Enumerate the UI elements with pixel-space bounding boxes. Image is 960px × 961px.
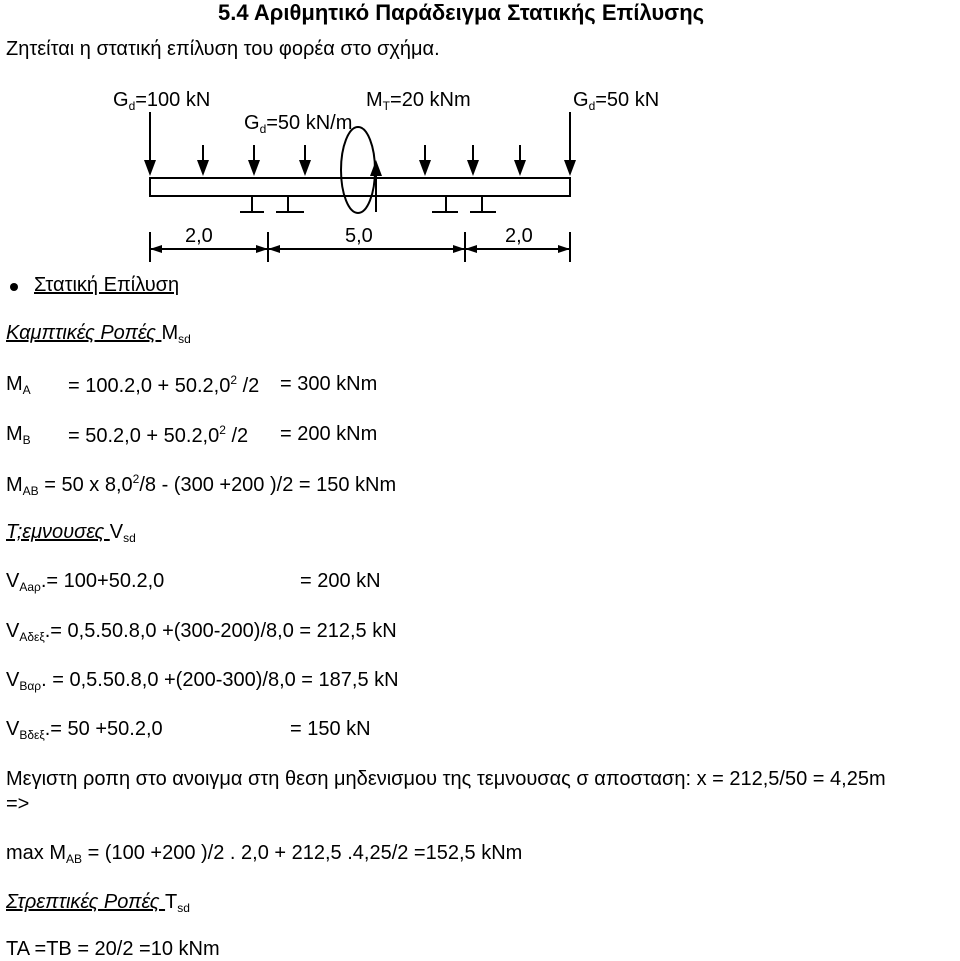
section-heading: 5.4 Αριθμητικό Παράδειγμα Στατικής Επίλυσης: [218, 0, 705, 25]
eq-mb-expr: = $50.2,0 + 50.2,0^2$ /2: [68, 423, 249, 447]
support-b: [432, 196, 496, 212]
span-label-3: 2,0: [505, 225, 533, 247]
max-moment-eq: $\max M_{AB} = (100 +200$ )/2 . 2,0 + 212,5 .4,25/2 =152,5 kNm: [6, 842, 523, 866]
bullet-dot: [10, 283, 18, 291]
eq-mab: $M_{AB} = 50$ x $8,0^2/8 - (300 +200$ )/2 = 150 kNm: [6, 472, 397, 498]
torsion-heading: Στρεπτικές Ροπές $T_{sd}$: [6, 891, 190, 915]
eq-ma-expr: = $100.2,0 + 50.2,0^2$ /2: [68, 373, 260, 397]
max-moment-arrow: =>: [6, 793, 30, 815]
max-moment-text: Μεγιστη ροπη στο ανοιγμα στη θεση μηδενισμου της τεμνουσας σ αποσταση: x = 212,5/50 = 4,25m: [6, 768, 886, 790]
load-arrows: [150, 112, 570, 168]
eq-mb-result: = 200 kNm: [280, 423, 378, 445]
eq-vb-right: $V_{B\delta\varepsilon\xi}.= 50 +50.2,0$: [6, 718, 163, 742]
eq-vb-right-result: = 150 kN: [290, 718, 371, 740]
beam: [150, 178, 570, 196]
eq-ma: $M_A$: [6, 373, 31, 397]
shear-heading: Τ;εμνουσες $V_{sd}$: [6, 521, 136, 545]
eq-va-left: $V_{Aa\rho}.= 100+50.2,0$: [6, 570, 165, 594]
eq-vb-left: $V_{B\alpha\rho}$. = 0,5.50.8,0 +(200-300)/8,0 = 187,5 kN: [6, 669, 399, 693]
intro-text: Ζητείται η στατική επίλυση του φορέα στο σχήμα.: [6, 38, 440, 60]
eq-va-right: $V_{A\delta\varepsilon\xi}.= 0,5.50.8,0 +(300-200)/8,0 = 212,5$ kN: [6, 620, 397, 644]
span-label-1: 2,0: [185, 225, 213, 247]
eq-mb: $M_B$: [6, 423, 31, 447]
load-moment-label: $M_T=20$ kNm: [366, 89, 471, 113]
load-right-label: $G_d=50$ kN: [573, 89, 660, 113]
span-label-2: 5,0: [345, 225, 373, 247]
eq-ma-result: = 300 kNm: [280, 373, 378, 395]
bullet-text: Στατική Επίλυση: [34, 274, 180, 296]
torsion-eq: TA =TB = 20/2 =10 kNm: [6, 938, 220, 960]
load-left-label: $G_d=100$ kN: [113, 89, 211, 113]
eq-va-left-result: = 200 kN: [300, 570, 381, 592]
torque-symbol: [341, 127, 375, 213]
moments-heading: Καμπτικές Ροπές $M_{sd}$: [6, 322, 191, 346]
load-uniform-label: $G_d=50$ kN/m: [244, 112, 353, 136]
support-a: [240, 196, 304, 212]
